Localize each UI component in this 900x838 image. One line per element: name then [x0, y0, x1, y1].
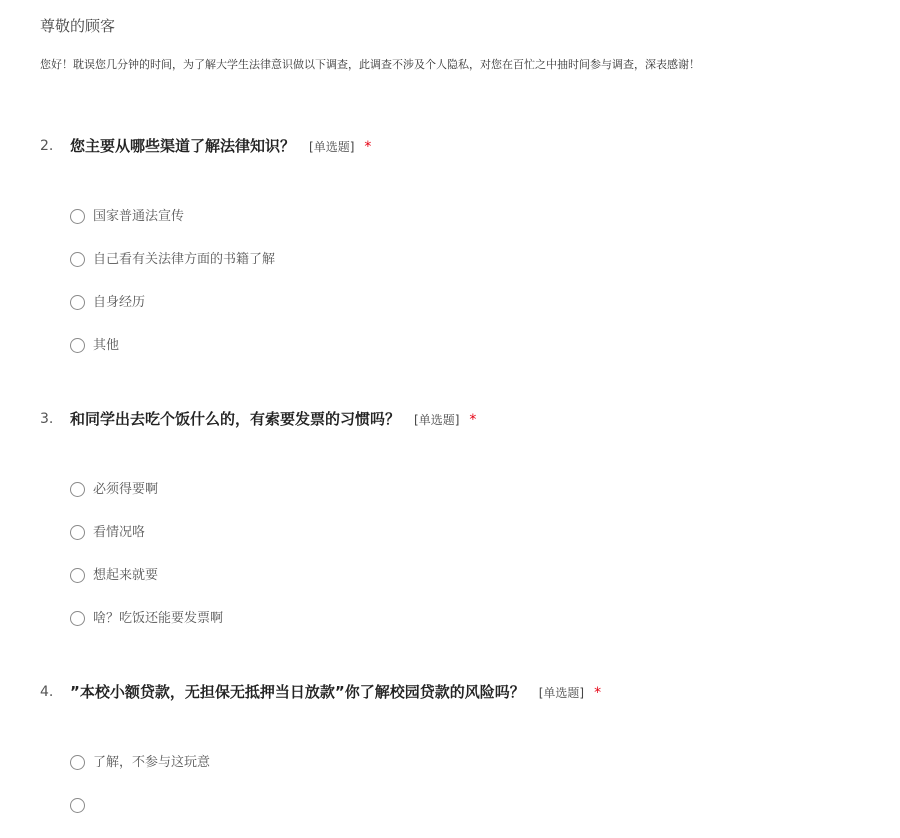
radio-button[interactable]: [70, 482, 85, 497]
question-type-tag: [单选题]: [414, 413, 460, 427]
radio-button[interactable]: [70, 525, 85, 540]
radio-button[interactable]: [70, 338, 85, 353]
required-asterisk: *: [594, 685, 602, 701]
option-label: 想起来就要: [93, 568, 159, 583]
radio-button[interactable]: [70, 252, 85, 267]
question-header: [40, 680, 880, 704]
option-label: 了解，不参与这玩意: [93, 755, 211, 770]
radio-button[interactable]: [70, 611, 85, 626]
question-type-tag: [单选题]: [538, 686, 585, 700]
option-label: 啥？吃饭还能要发票啊: [93, 611, 224, 626]
question-4: [40, 680, 880, 770]
option-label: 看情况咯: [93, 525, 146, 540]
question-title: [70, 407, 476, 432]
option-label: 必须得要啊: [93, 482, 159, 497]
question-title-text: 您主要从哪些渠道了解法律知识？: [70, 137, 296, 155]
radio-button[interactable]: [70, 755, 85, 770]
option-label: 其他: [93, 338, 120, 353]
question-type-tag: [单选题]: [309, 140, 355, 154]
radio-button[interactable]: [70, 568, 85, 583]
question-number: 2.: [40, 138, 54, 154]
question-header: [40, 134, 880, 158]
option-label: 自身经历: [93, 295, 146, 310]
radio-button[interactable]: [70, 798, 85, 813]
question-number: 3.: [40, 411, 54, 427]
question-header: [40, 407, 880, 431]
question-title-text: ”本校小额贷款，无担保无抵押当日放款”你了解校园贷款的风险吗？: [70, 683, 525, 701]
question-title: [70, 134, 371, 159]
radio-button[interactable]: [70, 295, 85, 310]
option-label: 国家普通法宣传: [93, 209, 185, 224]
question-2: [40, 134, 880, 353]
question-title-text: 和同学出去吃个饭什么的，有索要发票的习惯吗？: [70, 410, 401, 428]
question-3: [40, 407, 880, 626]
radio-button[interactable]: [70, 209, 85, 224]
required-asterisk: *: [469, 412, 477, 428]
survey-intro: 您好！耽误您几分钟的时间，为了解大学生法律意识做以下调查，此调查不涉及个人隐私，对您在百忙之中抽时间参与调查，深表感谢！: [40, 58, 700, 71]
question-title: [70, 680, 601, 705]
survey-greeting: 尊敬的顾客: [40, 17, 116, 35]
required-asterisk: *: [364, 139, 372, 155]
question-number: 4.: [40, 684, 54, 700]
option-label: 自己看有关法律方面的书籍了解: [93, 252, 276, 267]
